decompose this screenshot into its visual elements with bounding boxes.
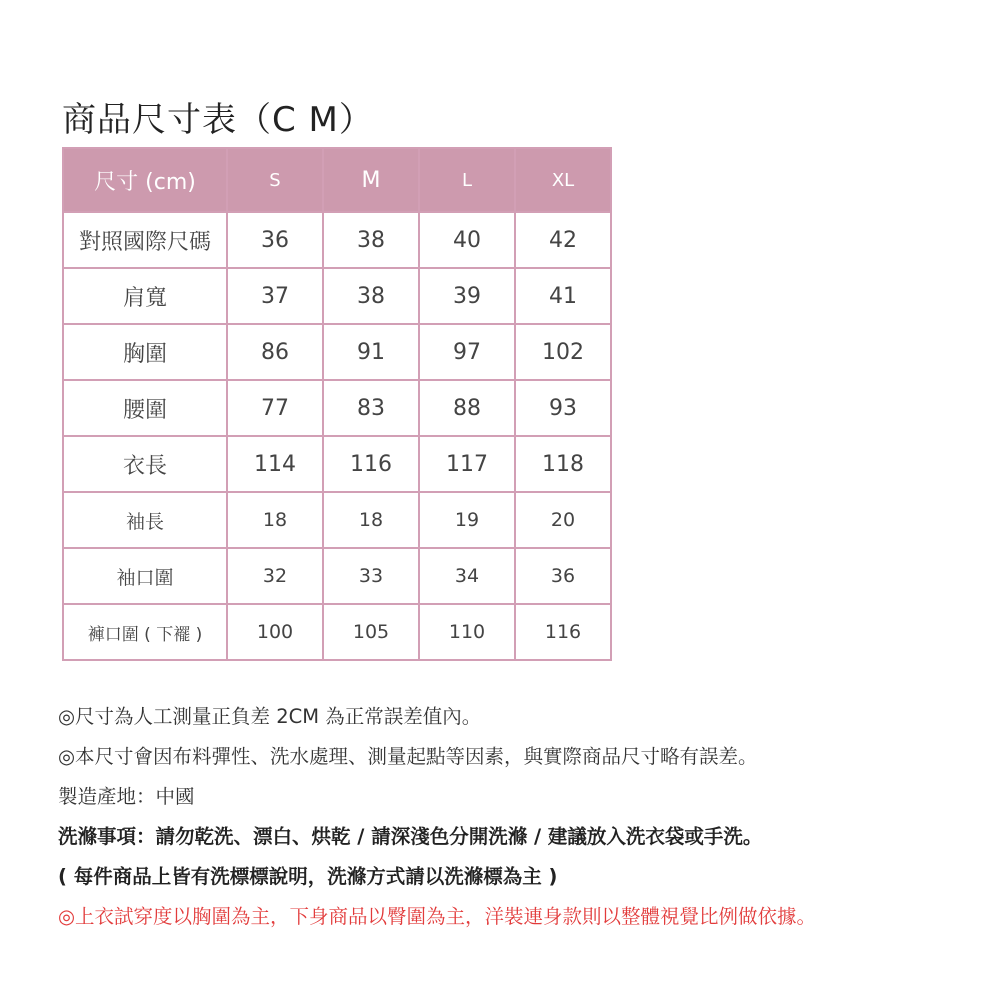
table-row (63, 492, 611, 548)
table-cell: 34 (419, 548, 515, 604)
table-cell: 100 (227, 604, 323, 660)
header-size-xl: XL (515, 148, 611, 212)
table-cell: 110 (419, 604, 515, 660)
table-row (63, 212, 611, 268)
table-cell: 118 (515, 436, 611, 492)
table-cell: 93 (515, 380, 611, 436)
table-row (63, 380, 611, 436)
table-cell: 20 (515, 492, 611, 548)
header-size-m: M (323, 148, 419, 212)
table-row (63, 548, 611, 604)
table-cell: 38 (323, 268, 419, 324)
table-cell: 105 (323, 604, 419, 660)
table-row (63, 268, 611, 324)
table-cell: 86 (227, 324, 323, 380)
notes-section (58, 697, 988, 937)
table-cell: 116 (515, 604, 611, 660)
table-cell: 114 (227, 436, 323, 492)
row-label-shoulder: 肩寬 (63, 268, 227, 324)
table-cell: 36 (227, 212, 323, 268)
note-wash-instructions: 洗滌事項：請勿乾洗、漂白、烘乾 / 請深淺色分開洗滌 / 建議放入洗衣袋或手洗。 (58, 825, 763, 848)
header-size-l: L (419, 148, 515, 212)
table-cell: 41 (515, 268, 611, 324)
row-label-length: 衣長 (63, 436, 227, 492)
table-cell: 39 (419, 268, 515, 324)
page-title: 商品尺寸表（C M） (62, 100, 374, 140)
table-cell: 116 (323, 436, 419, 492)
table-cell: 36 (515, 548, 611, 604)
row-label-hem: 褲口圍 ( 下襬 ) (63, 604, 227, 660)
table-cell: 117 (419, 436, 515, 492)
table-row (63, 604, 611, 660)
table-cell: 18 (323, 492, 419, 548)
size-table (62, 147, 612, 661)
note-wash-label: ( 每件商品上皆有洗標標說明，洗滌方式請以洗滌標為主 ) (58, 865, 558, 888)
table-cell: 83 (323, 380, 419, 436)
row-label-sleeve-length: 袖長 (63, 492, 227, 548)
table-row (63, 436, 611, 492)
table-cell: 42 (515, 212, 611, 268)
note-origin: 製造產地：中國 (58, 785, 195, 808)
row-label-intl-size: 對照國際尺碼 (63, 212, 227, 268)
table-cell: 97 (419, 324, 515, 380)
header-size-unit: 尺寸 (cm) (63, 148, 227, 212)
table-cell: 32 (227, 548, 323, 604)
row-label-chest: 胸圍 (63, 324, 227, 380)
row-label-cuff: 袖口圍 (63, 548, 227, 604)
table-cell: 40 (419, 212, 515, 268)
note-fabric-variance: ◎本尺寸會因布料彈性、洗水處理、測量起點等因素，與實際商品尺寸略有誤差。 (58, 745, 758, 768)
table-cell: 18 (227, 492, 323, 548)
table-cell: 38 (323, 212, 419, 268)
table-cell: 33 (323, 548, 419, 604)
header-size-s: S (227, 148, 323, 212)
table-header-row (63, 148, 611, 212)
table-cell: 19 (419, 492, 515, 548)
table-row (63, 324, 611, 380)
table-cell: 88 (419, 380, 515, 436)
note-measurement-tolerance: ◎尺寸為人工測量正負差 2CM 為正常誤差值內。 (58, 705, 482, 728)
table-cell: 91 (323, 324, 419, 380)
table-cell: 37 (227, 268, 323, 324)
row-label-waist: 腰圍 (63, 380, 227, 436)
table-cell: 102 (515, 324, 611, 380)
table-cell: 77 (227, 380, 323, 436)
note-fit-guide: ◎上衣試穿度以胸圍為主，下身商品以臀圍為主，洋裝連身款則以整體視覺比例做依據。 (58, 905, 817, 928)
